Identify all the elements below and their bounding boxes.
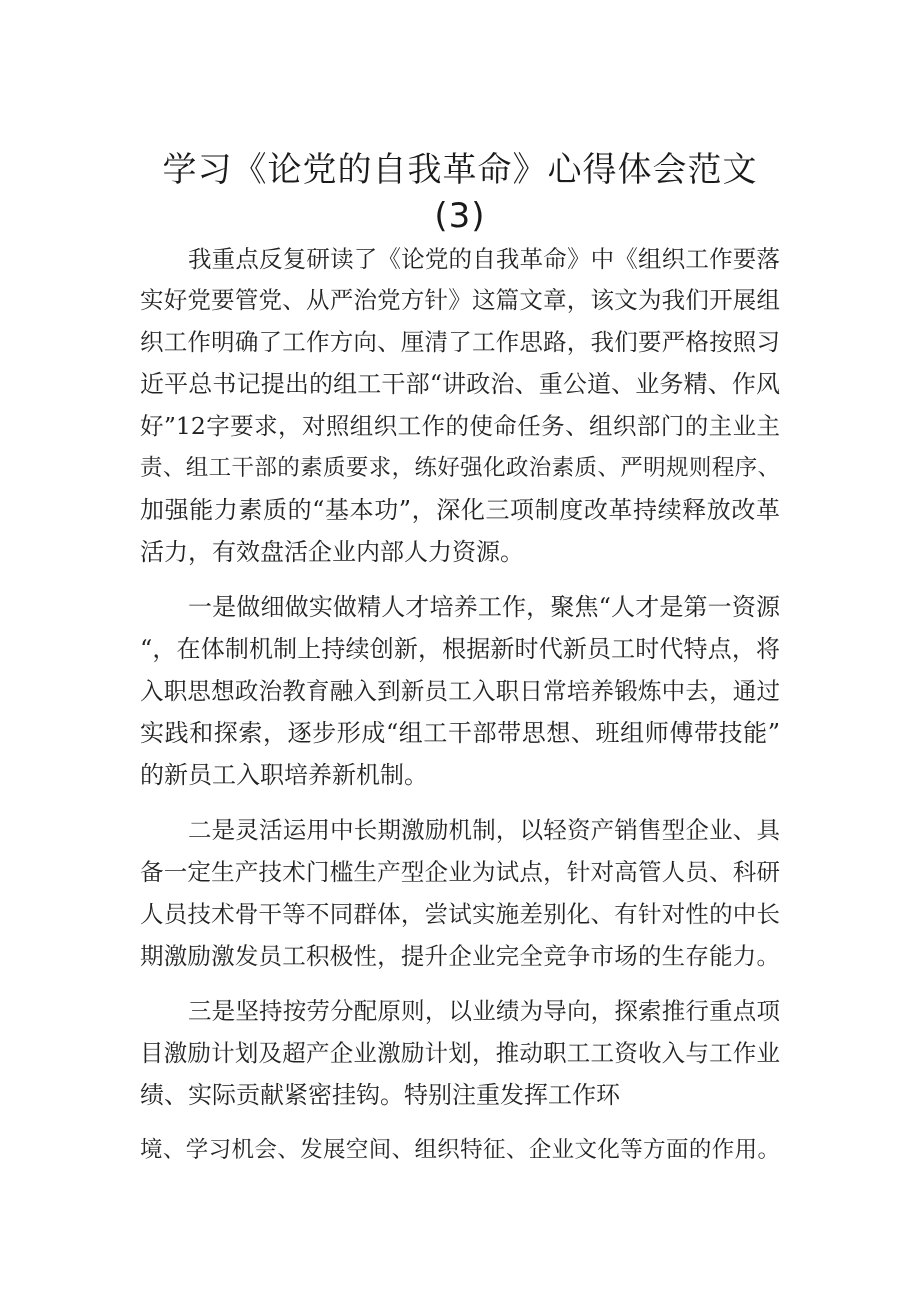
document-title-number: (3) — [434, 196, 486, 236]
text-line: 织工作明确了工作方向、厘清了工作思路，我们要严格按照习 — [140, 328, 780, 356]
text-line: 活力，有效盘活企业内部人力资源。 — [140, 538, 524, 566]
text-line: 实好党要管党、从严治党方针》这篇文章，该文为我们开展组 — [140, 286, 780, 314]
document-title: 学习《论党的自我革命》心得体会范文 — [162, 150, 758, 190]
text-line: 入职思想政治教育融入到新员工入职日常培养锻炼中去，通过 — [140, 677, 780, 705]
text-line: 绩、实际贡献紧密挂钩。特别注重发挥工作环 — [140, 1081, 620, 1109]
text-line: 好”12字要求，对照组织工作的使命任务、组织部门的主业主 — [140, 412, 780, 440]
text-line: 近平总书记提出的组工干部“讲政治、重公道、业务精、作风 — [140, 370, 780, 398]
text-line: 加强能力素质的“基本功”，深化三项制度改革持续释放改革 — [140, 496, 780, 524]
text-line: 备一定生产技术门槛生产型企业为试点，针对高管人员、科研 — [140, 858, 780, 886]
text-line: 期激励激发员工积极性，提升企业完全竞争市场的生存能力。 — [140, 942, 780, 970]
text-line: 我重点反复研读了《论党的自我革命》中《组织工作要落 — [188, 245, 780, 273]
text-line: 实践和探索，逐步形成“组工干部带思想、班组师傅带技能” — [140, 719, 780, 747]
text-line: 二是灵活运用中长期激励机制，以轻资产销售型企业、具 — [188, 816, 780, 844]
text-line: 的新员工入职培养新机制。 — [140, 761, 428, 789]
text-line: 目激励计划及超产企业激励计划，推动职工工资收入与工作业 — [140, 1039, 780, 1067]
text-line: 境、学习机会、发展空间、组织特征、企业文化等方面的作用。 — [140, 1137, 780, 1163]
text-line: 一是做细做实做精人才培养工作，聚焦“人才是第一资源 — [188, 593, 780, 621]
text-line: “，在体制机制上持续创新，根据新时代新员工时代特点，将 — [140, 635, 780, 663]
text-line: 人员技术骨干等不同群体，尝试实施差别化、有针对性的中长 — [140, 900, 780, 928]
text-line: 三是坚持按劳分配原则，以业绩为导向，探索推行重点项 — [188, 997, 780, 1025]
text-line: 责、组工干部的素质要求，练好强化政治素质、严明规则程序、 — [140, 455, 780, 481]
